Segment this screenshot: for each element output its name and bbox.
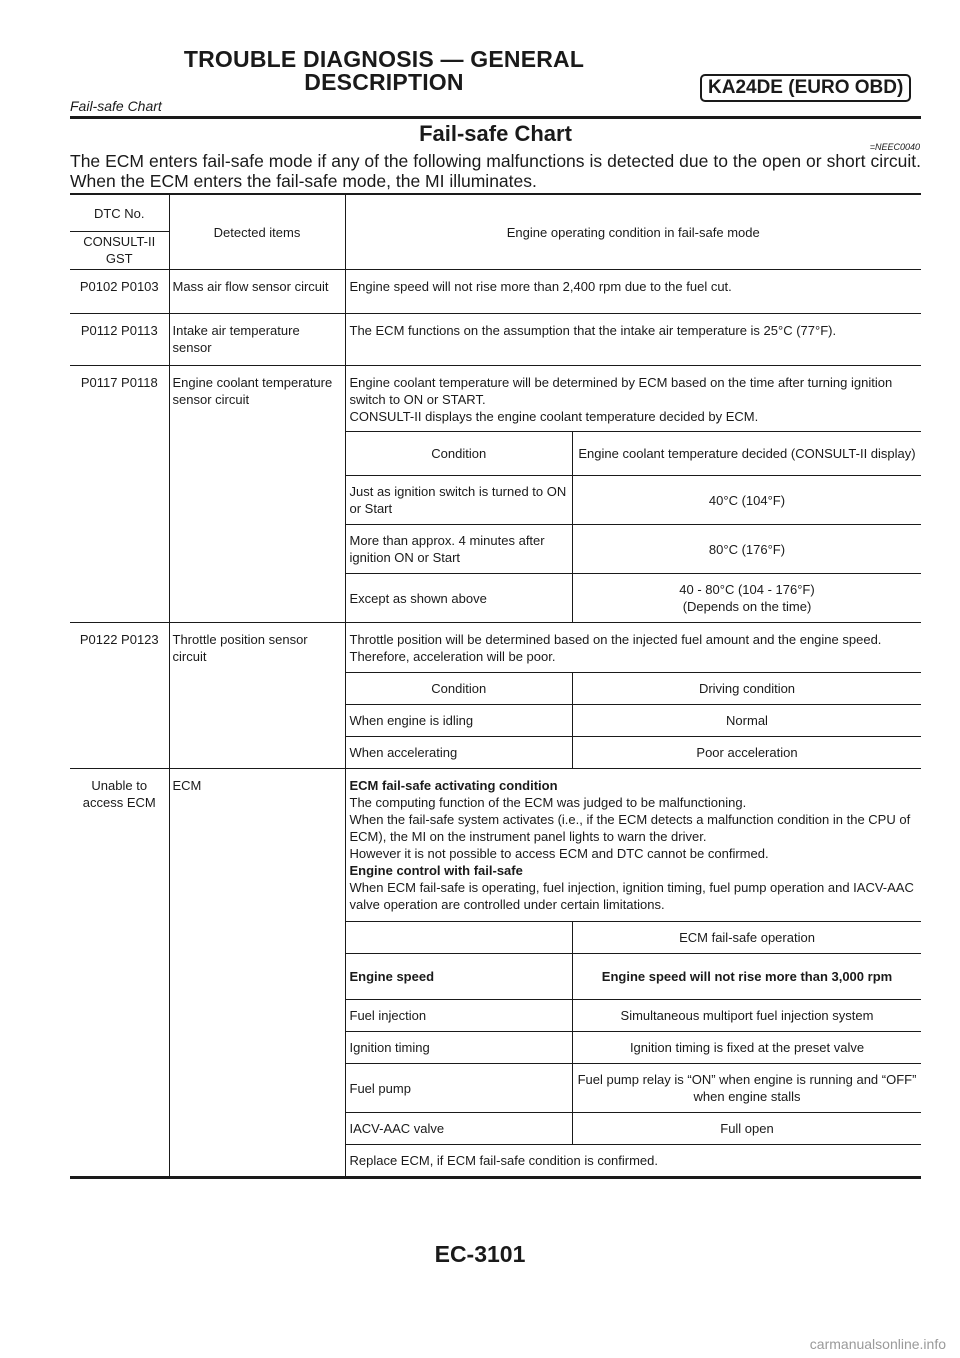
subtable-row: More than approx. 4 minutes after ignition ON or Start 80°C (176°F) (346, 525, 922, 574)
detected-item-cell: Throttle position sensor circuit (169, 623, 345, 769)
dtc-cell: P0112 P0113 (70, 314, 169, 366)
condition-cell: The ECM functions on the assumption that the intake air temperature is 25°C (77°F). (345, 314, 921, 366)
header-consult-gst: CONSULT-II GST (83, 234, 156, 266)
subtable-header-row: Condition Driving condition (346, 673, 922, 705)
watermark: carmanualsonline.info (809, 1336, 946, 1352)
detected-item-cell: ECM (169, 769, 345, 1178)
table-row (70, 769, 921, 1178)
detected-item-cell: Intake air temperature sensor (169, 314, 345, 366)
section-code: =NEEC0040 (869, 142, 920, 152)
subtable-row: Engine speed Engine speed will not rise more than 3,000 rpm (346, 954, 922, 1000)
subtable-row: Fuel injection Simultaneous multiport fuel injection system (346, 1000, 922, 1032)
table-row (70, 270, 921, 314)
condition-cell: Engine speed will not rise more than 2,400 rpm due to the fuel cut. (345, 270, 921, 314)
dtc-cell: P0102 P0103 (70, 270, 169, 314)
fail-safe-table (70, 193, 921, 1179)
section-title: Fail-safe Chart (419, 121, 572, 146)
subtable-header-row: Condition Engine coolant temperature decided (CONSULT-II display) (346, 432, 922, 476)
header-dtc-cell (70, 194, 169, 270)
header-operating-condition: Engine operating condition in fail-safe mode (345, 194, 921, 270)
subtable-row: When engine is idling Normal (346, 705, 922, 737)
condition-cell: Throttle position will be determined based on the injected fuel amount and the engine speed. Therefore, acceleration will be poor. Condition Driving condition When engine is idling Normal When accelerating Poor acceleration (345, 623, 921, 769)
table-row (70, 314, 921, 366)
subtable-row: Ignition timing Ignition timing is fixed at the preset valve (346, 1032, 922, 1064)
subtable-row: Fuel pump Fuel pump relay is “ON” when engine is running and “OFF” when engine stalls (346, 1064, 922, 1113)
ecm-failsafe-subtable (346, 921, 922, 1176)
dtc-cell: P0122 P0123 (70, 623, 169, 769)
detected-item-cell: Engine coolant temperature sensor circuit (169, 366, 345, 623)
condition-cell: ECM fail-safe activating condition The computing function of the ECM was judged to be malfunctioning. When the fail-safe system activates (i.e., if the ECM detects a malfunction condition in the CPU of ECM), the MI on the instrument panel lights to warn the driver. However it is not possible to access ECM and DTC cannot be confirmed. Engine control with fail-safe When ECM fail-safe is operating, fuel injection, ignition timing, fuel pump operation and IACV-AAC valve operation are controlled under certain limitations. ECM fail-safe operation Engine speed Engine speed will not rise more than 3,000 rpm Fuel injection Simultaneous multiport fuel injection system Ignition timing Ignition timing is fixed at the preset valve Fuel pump Fuel pump relay is “ON” when engine is running and “OFF” when engine stalls IACV-AAC valve Full open Replace ECM, if ECM fail-safe condition is confirmed. (345, 769, 921, 1178)
dtc-cell: P0117 P0118 (70, 366, 169, 623)
coolant-temp-subtable (346, 431, 922, 622)
page-header (70, 44, 920, 120)
table-row (70, 623, 921, 769)
header-detected-items: Detected items (169, 194, 345, 270)
header-divider (70, 116, 921, 119)
header-title (70, 48, 698, 94)
subtable-row: Except as shown above 40 - 80°C (104 - 176°F) (Depends on the time) (346, 574, 922, 623)
subtable-header-row: ECM fail-safe operation (346, 922, 922, 954)
engine-badge: KA24DE (EURO OBD) (700, 74, 911, 102)
subtable-footer-row: Replace ECM, if ECM fail-safe condition is confirmed. (346, 1145, 922, 1177)
header-title-line-1: TROUBLE DIAGNOSIS — GENERAL (183, 46, 585, 72)
subtable-row: IACV-AAC valve Full open (346, 1113, 922, 1145)
page-number: EC-3101 (434, 1241, 526, 1267)
throttle-subtable (346, 672, 922, 768)
detected-item-cell: Mass air flow sensor circuit (169, 270, 345, 314)
table-row (70, 366, 921, 623)
header-title-line-2: DESCRIPTION (304, 69, 464, 95)
header-dtc-no: DTC No. (70, 195, 169, 232)
subtable-row: Just as ignition switch is turned to ON or Start 40°C (104°F) (346, 476, 922, 525)
condition-cell: Engine coolant temperature will be determined by ECM based on the time after turning ignition switch to ON or START. CONSULT-II displays the engine coolant temperature decided by ECM. Condition Engine coolant temperature decided (CONSULT-II display) Just as ignition switch is turned to ON or Start 40°C (104°F) More than approx. 4 minutes after ignition ON or Start 80°C (176°F) Except as shown above 40 - 80°C (104 - 176°F) (Depends on the time) (345, 366, 921, 623)
subtable-row: When accelerating Poor acceleration (346, 737, 922, 769)
header-subtitle: Fail-safe Chart (70, 98, 162, 114)
dtc-cell: Unable to access ECM (70, 769, 169, 1178)
intro-paragraph: The ECM enters fail-safe mode if any of the following malfunctions is detected due to the open or short circuit. When the ECM enters the fail-safe mode, the MI illuminates. (70, 151, 921, 191)
table-header-row (70, 194, 921, 270)
